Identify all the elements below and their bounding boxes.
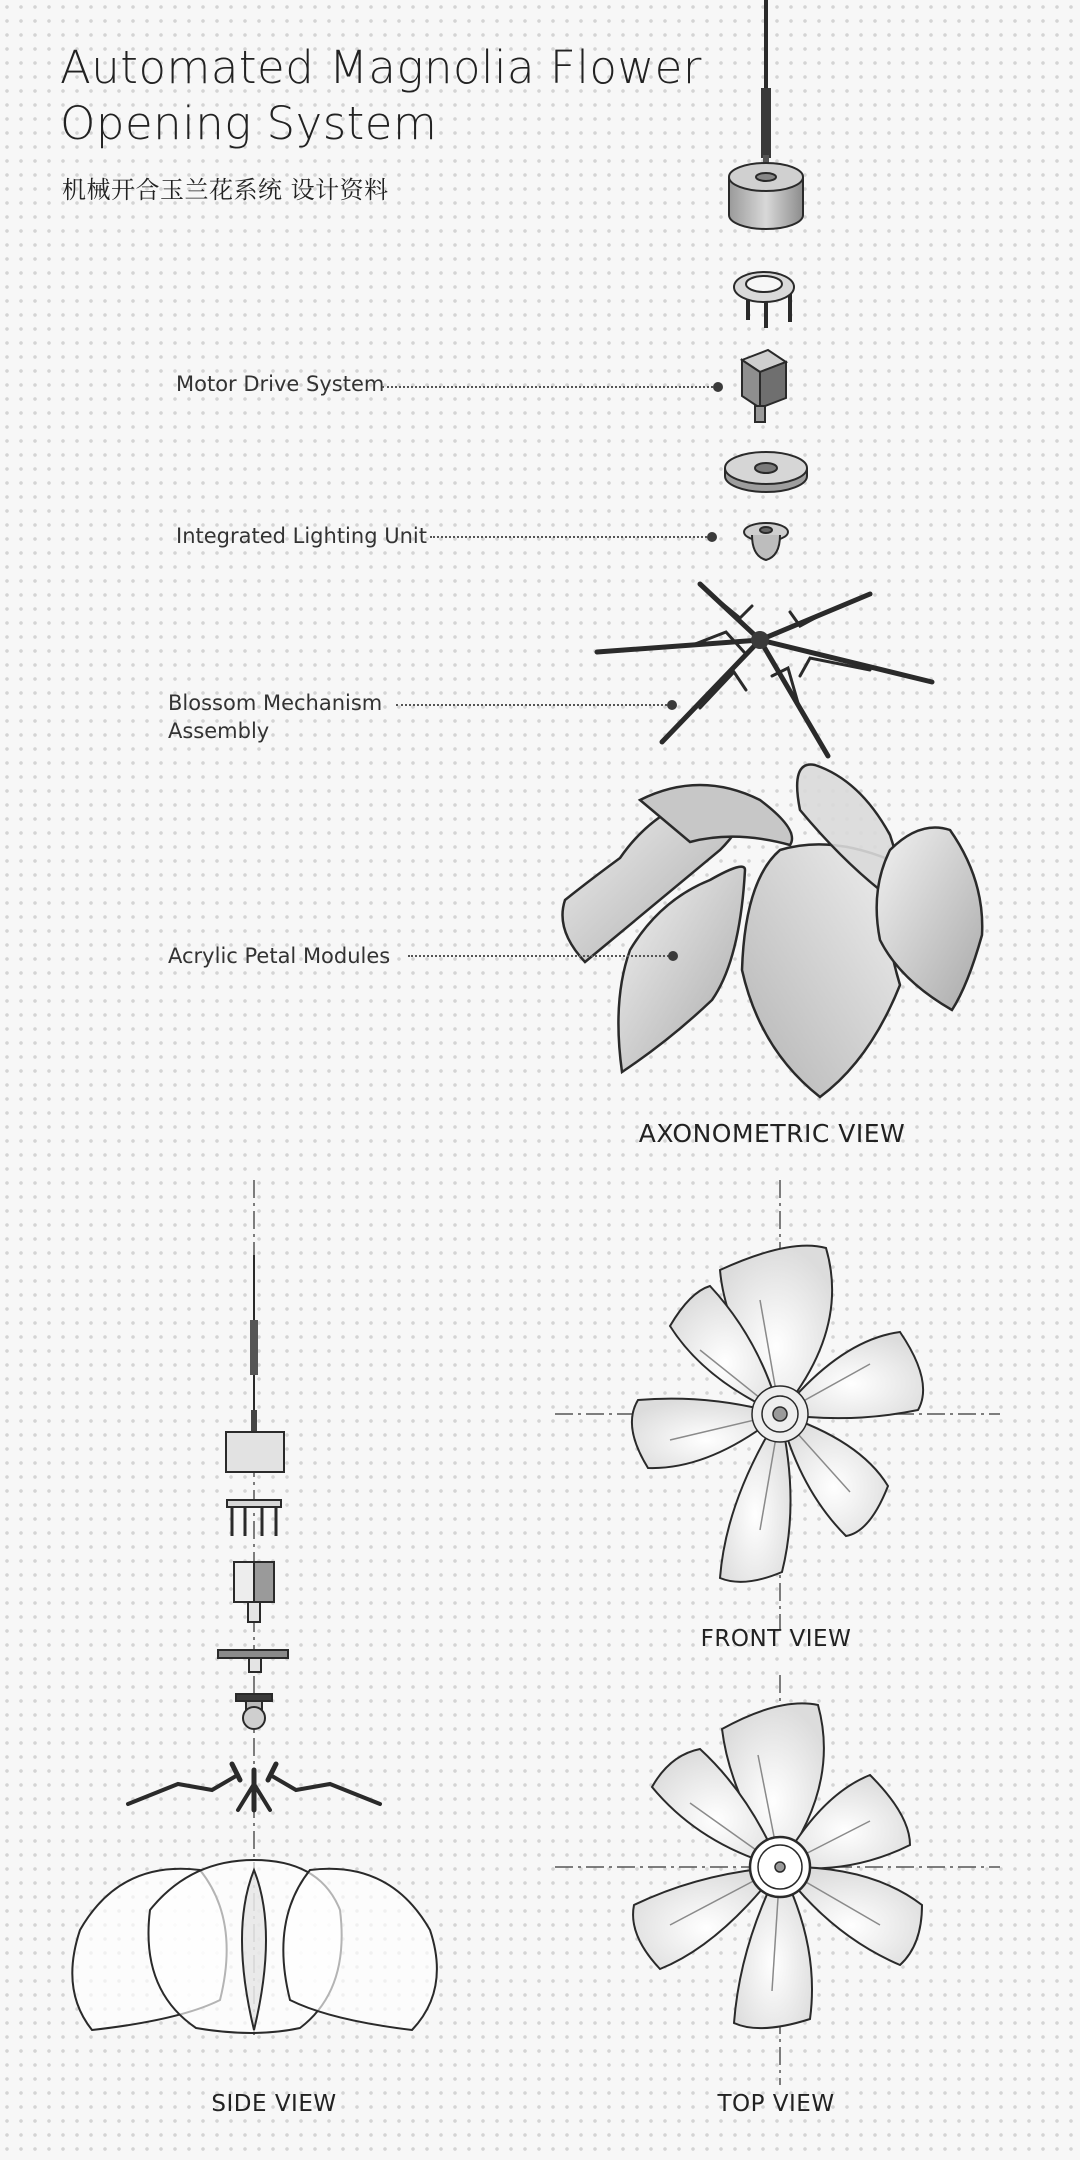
side-light: [236, 1694, 272, 1729]
callout-blossom-line-2: Assembly: [168, 719, 270, 743]
callout-petals-leader: [408, 955, 672, 957]
title-line-1: Automated Magnolia Flower: [60, 41, 702, 94]
acrylic-petals: [563, 765, 983, 1097]
washer-disc: [725, 452, 807, 492]
front-view-caption: FRONT VIEW: [700, 1626, 852, 1652]
page-subtitle: 机械开合玉兰花系统 设计资料: [62, 176, 389, 204]
side-view-drawing: [0, 1170, 520, 2050]
callout-lighting-label: Integrated Lighting Unit: [176, 524, 427, 548]
suspension-cable: [761, 0, 771, 175]
callout-petals-label: Acrylic Petal Modules: [168, 944, 391, 968]
side-motor-cube: [234, 1562, 274, 1622]
motor-cube: [742, 350, 786, 422]
callout-blossom-label: [168, 689, 382, 745]
lighting-unit: [744, 523, 788, 560]
motor-housing: [729, 163, 803, 229]
callout-blossom-leader: [396, 704, 671, 706]
side-motor-housing: [226, 1432, 284, 1472]
side-cable: [250, 1255, 258, 1432]
side-view-caption: SIDE VIEW: [211, 2091, 337, 2117]
top-hub: [750, 1837, 810, 1897]
callout-motor-drive-leader: [382, 386, 717, 388]
bracket-ring: [734, 272, 794, 328]
top-view-caption: TOP VIEW: [717, 2091, 835, 2117]
side-washer: [218, 1650, 288, 1672]
callout-blossom-line-1: Blossom Mechanism: [168, 691, 383, 715]
axonometric-view-caption: AXONOMETRIC VIEW: [638, 1119, 906, 1148]
top-view-drawing: [550, 1675, 1000, 2095]
side-mechanism: [128, 1764, 380, 1810]
blossom-mechanism: [597, 584, 932, 756]
front-view-drawing: [550, 1180, 1000, 1630]
title-line-2: Opening System: [60, 97, 438, 150]
callout-motor-drive-label: Motor Drive System: [176, 372, 385, 396]
side-petals: [72, 1860, 437, 2033]
callout-lighting-leader: [430, 536, 711, 538]
front-hub: [752, 1386, 808, 1442]
